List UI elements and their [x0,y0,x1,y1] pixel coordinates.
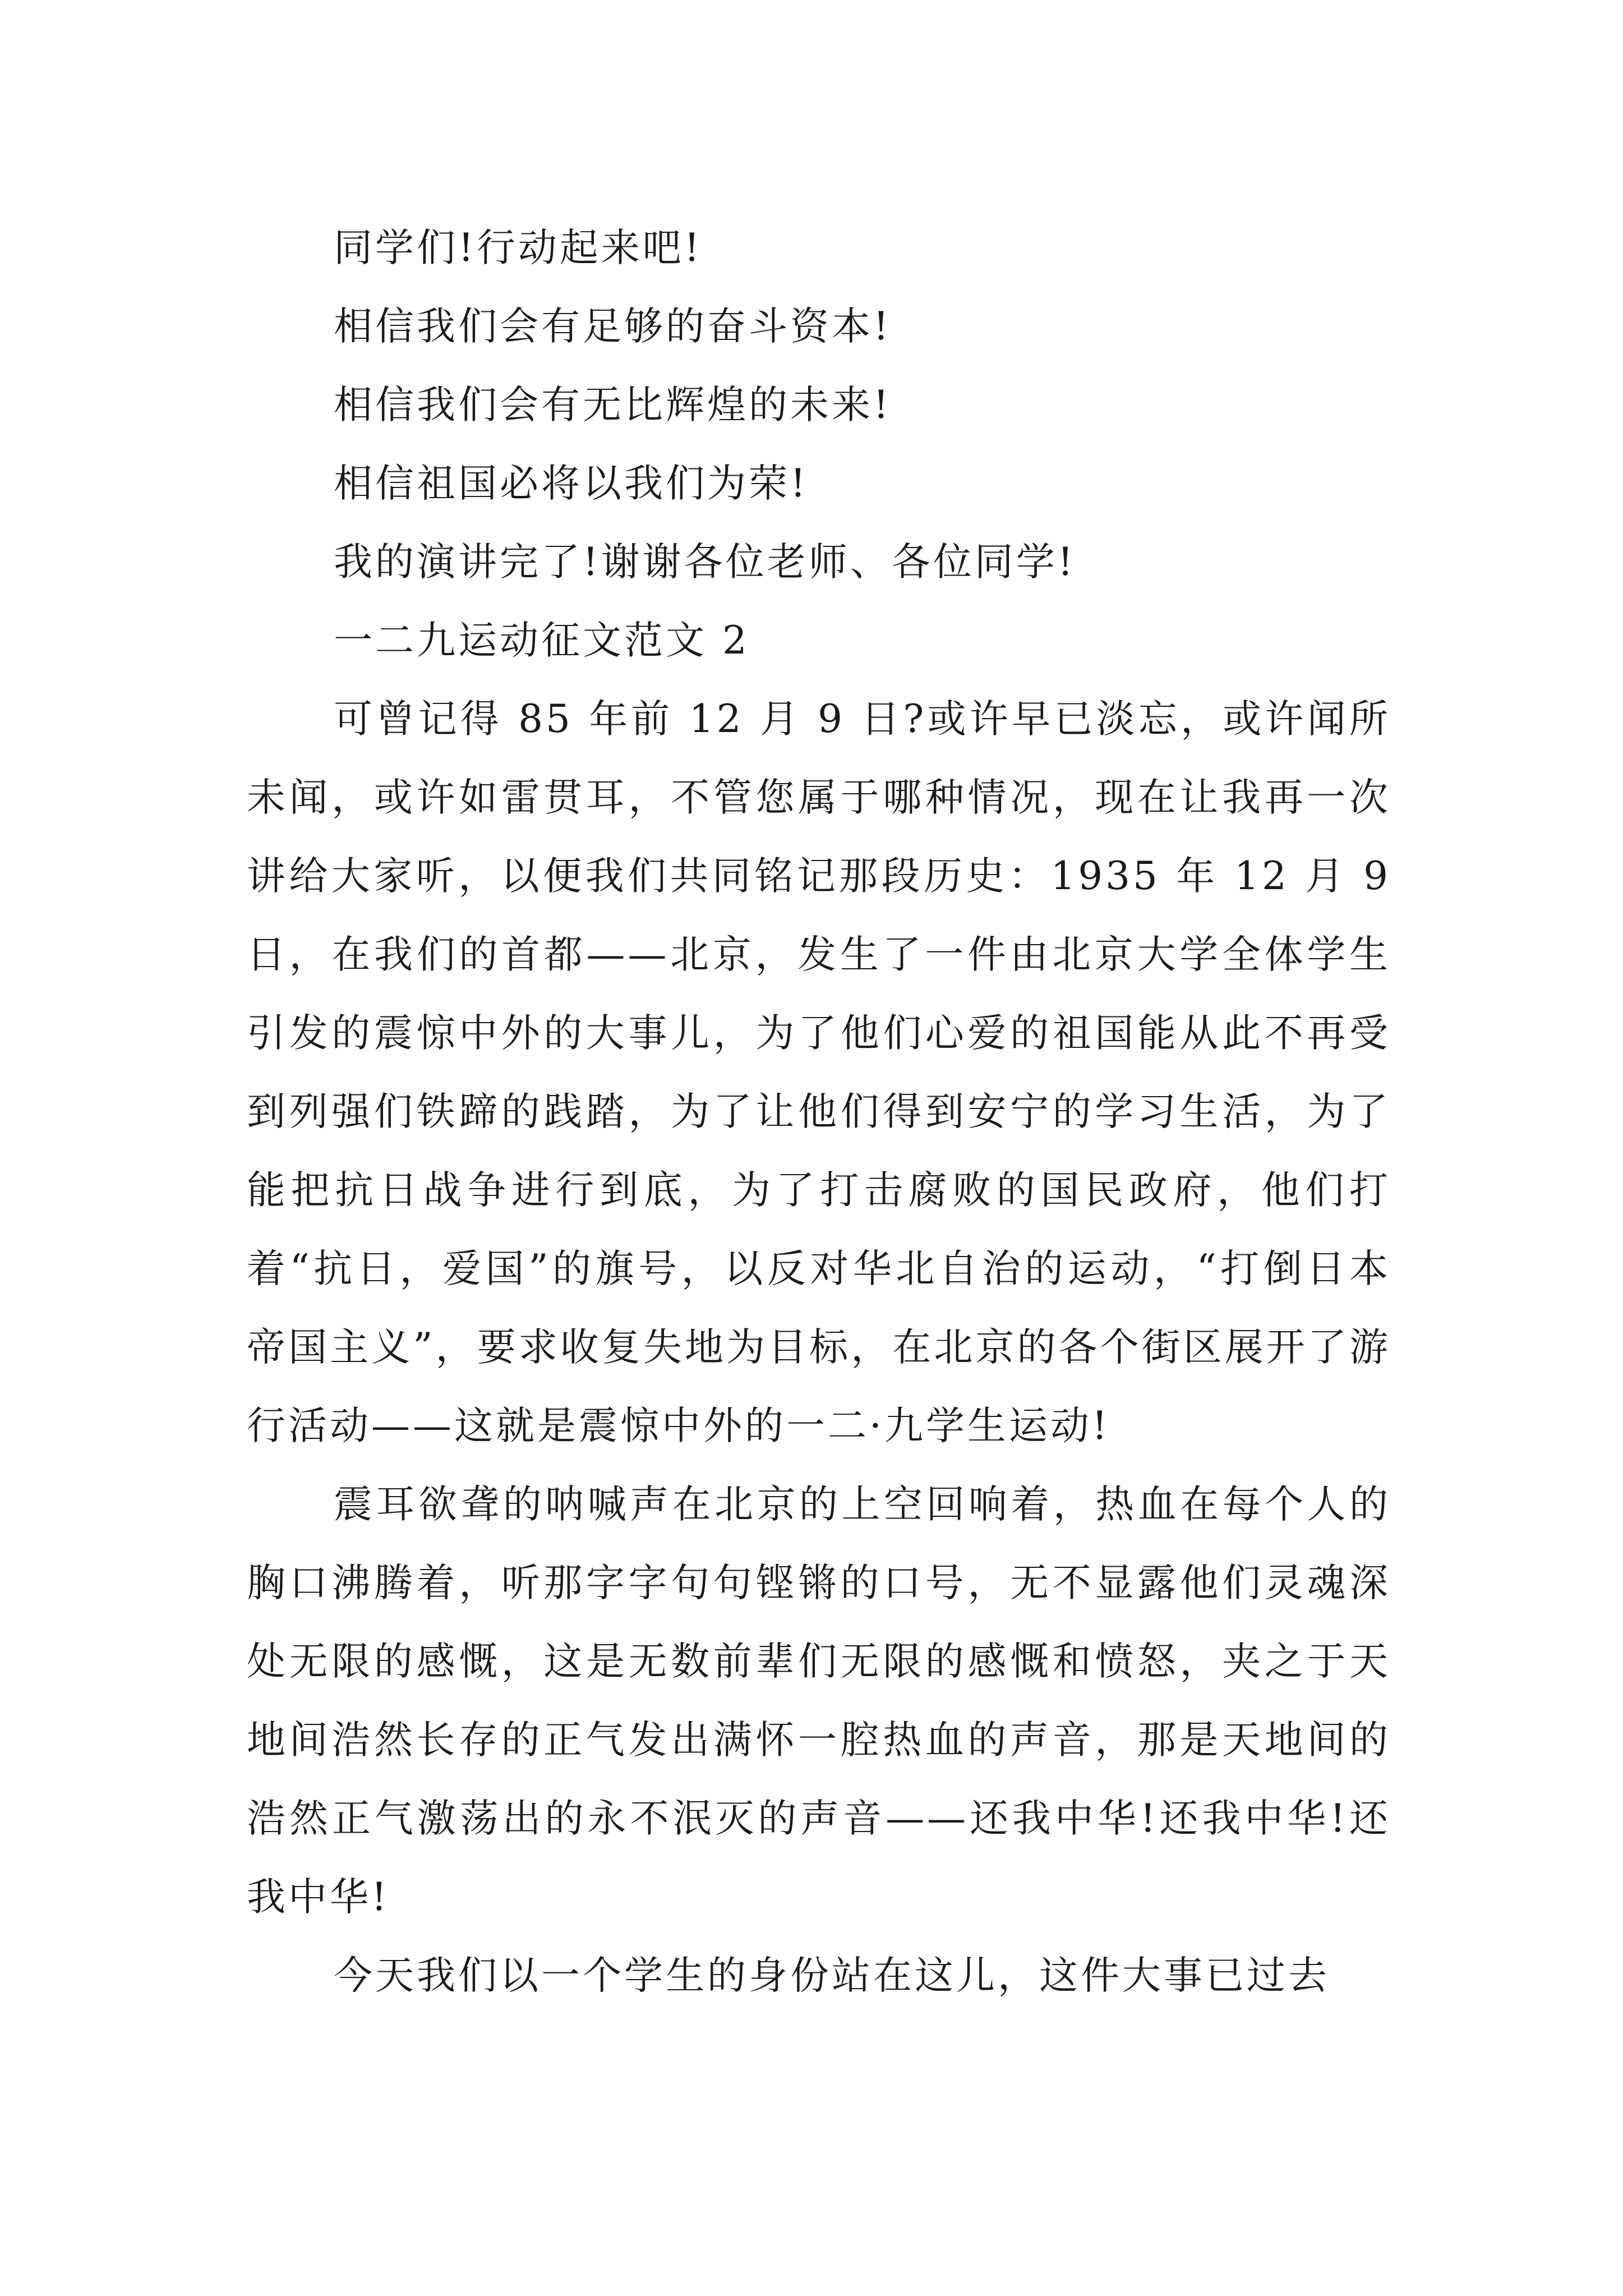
text-line: 相信祖国必将以我们为荣! [334,461,809,506]
paragraph-today: 今天我们以一个学生的身份站在这儿，这件大事已过去 [334,1953,1330,1998]
document-body [247,209,1391,2015]
text-line: 相信我们会有足够的奋斗资本! [334,304,892,349]
paragraph-slogans: 震耳欲聋的呐喊声在北京的上空回响着，热血在每个人的胸口沸腾着，听那字字句句铿锵的口号，无不显露他们灵魂深处无限的感慨，这是无数前辈们无限的感慨和愤怒，夹之于天地间浩然长存的正气发出满怀一腔热血的声音，那是天地间的浩然正气激荡出的永不泯灭的声音——还我中华!还我中华!还我中华! [247,1482,1391,1920]
text-line: 同学们!行动起来吧! [334,226,703,270]
section-title: 一二九运动征文范文 2 [334,618,750,663]
text-line: 我的演讲完了!谢谢各位老师、各位同学! [334,540,1076,585]
text-line: 相信我们会有无比辉煌的未来! [334,383,892,427]
paragraph-history: 可曾记得 85 年前 12 月 9 日?或许早已淡忘，或许闻所未闻，或许如雷贯耳，不管您属于哪种情况，现在让我再一次讲给大家听，以便我们共同铭记那段历史：1935 年 12 月 9 日，在我们的首都——北京，发生了一件由北京大学全体学生引发的震惊中外的大事儿，为了他们心爱的祖国能从此不再受到列强们铁蹄的践踏，为了让他们得到安宁的学习生活，为了能把抗日战争进行到底，为了打击腐败的国民政府，他们打着“抗日，爱国”的旗号，以反对华北自治的运动，“打倒日本帝国主义”，要求收复失地为目标，在北京的各个街区展开了游行活动——这就是震惊中外的一二·九学生运动! [247,697,1391,1448]
